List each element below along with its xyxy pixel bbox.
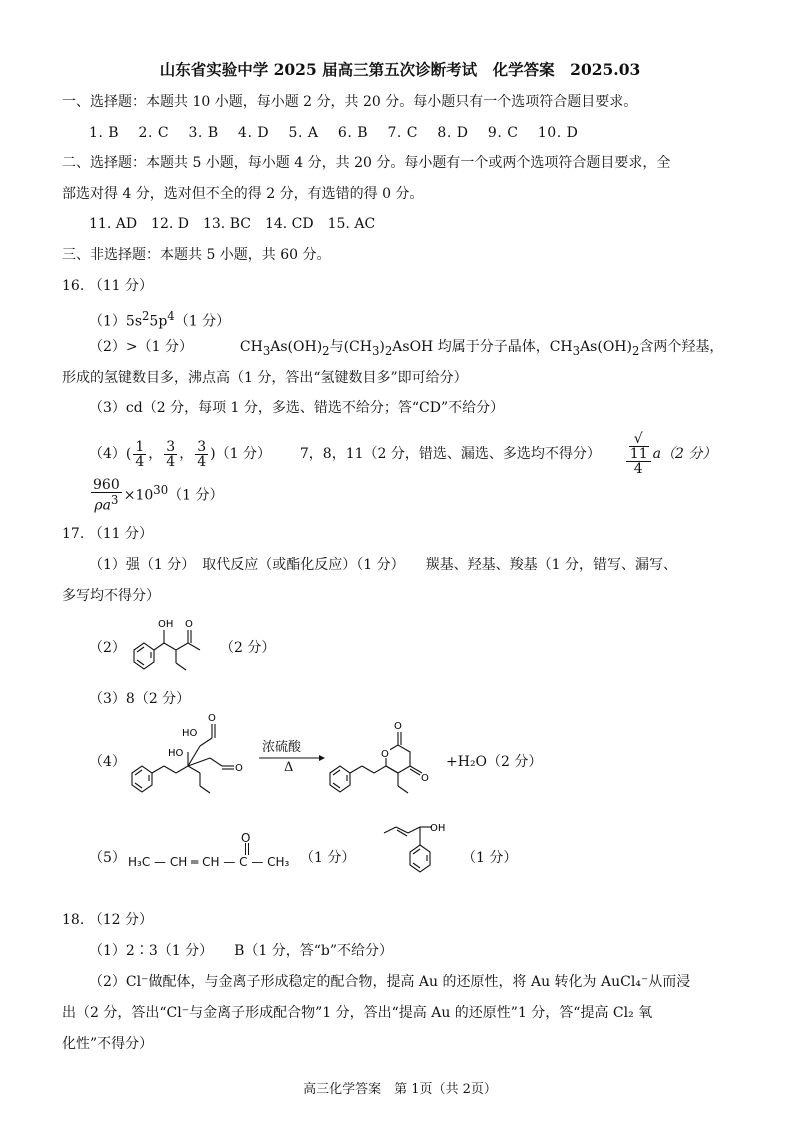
q16-part4-line1 (89, 432, 716, 476)
q16-p2-h: 含两个羟基， (639, 339, 724, 355)
q18-head: 18. （12 分） (62, 912, 153, 928)
density-den-sup: 3 (110, 493, 119, 508)
q16-part2-line2: 形成的氢键数目多，沸点高（1 分，答出“氢键数目多”即可给分） (62, 370, 468, 386)
q16-p2-sub-c: 3 (371, 343, 380, 358)
q16-p2-sub-f: 2 (631, 343, 640, 358)
frac-1 (133, 440, 146, 469)
q17-part5-formula: H₃C — CH ═ CH — C — CH₃ (128, 855, 290, 869)
q16-p2-sub-d: 2 (384, 343, 393, 358)
hydroxyl-label: OH (158, 619, 174, 630)
sqrt-radicand: 11 (629, 446, 648, 462)
q17-part2-score: （2 分） (220, 640, 276, 656)
page-footer: 高三化学答案 第 1页（共 2页） (303, 1082, 497, 1097)
q16-p2-sub-e: 3 (572, 343, 581, 358)
product-ketone-o-label: O (421, 773, 429, 784)
section2-answers: 11. AD 12. D 13. BC 14. CD 15. AC (89, 216, 376, 232)
frac-1-num: 1 (135, 438, 145, 455)
density-frac (91, 478, 122, 513)
q17-part1-line1: （1）强（1 分） 取代反应（或酯化反应）（1 分） 羰基、羟基、羧基（1 分，错写、漏写、 (89, 557, 677, 573)
frac-3 (195, 440, 208, 469)
section2-header-line1: 二、选择题：本题共 5 小题，每小题 4 分，共 20 分。每小题有一个或两个选项符合题目要求，全 (62, 155, 671, 171)
q17-part4-label: （4） (89, 754, 126, 770)
q16-p1-sup2: 4 (167, 309, 175, 323)
q16-p2-d: 与(CH (329, 339, 372, 355)
q16-p4-pre: （4）( (89, 446, 132, 462)
q17-part1-line2: 多写均不得分） (62, 588, 160, 604)
section1-answers: 1. B 2. C 3. B 4. D 5. A 6. B 7. C 8. D 9. C 10. D (89, 125, 579, 141)
q16-p2-a: （2）>（1 分） (89, 339, 193, 355)
q16-p4-close: )（1 分） (210, 446, 271, 462)
q16-p2-e: ) (379, 339, 385, 355)
q17-part4-tail: +H₂O（2 分） (446, 754, 543, 770)
q16-part1 (89, 306, 230, 332)
frac-2 (164, 440, 177, 469)
section1-header: 一、选择题：本题共 10 小题，每小题 2 分，共 20 分。每小题只有一个选项符合题目要求。 (62, 94, 638, 110)
p4-comma-2: ， (179, 446, 194, 462)
density-den: ρa (94, 497, 111, 514)
page-title: 山东省实验中学 2025 届高三第五次诊断考试 化学答案 2025.03 (159, 60, 641, 79)
sqrt-frac: √ 11 4 (626, 432, 651, 476)
product-ring-o-label: O (381, 749, 389, 760)
reaction-condition: Δ (284, 760, 294, 775)
q16-p1-mid: 5p (149, 313, 168, 330)
q18-part2-line3: 化性”不得分） (62, 1036, 154, 1052)
reactant-acid-o-label: O (208, 713, 216, 724)
density-exp: 30 (153, 483, 169, 497)
q16-part4-line2 (89, 472, 223, 514)
sqrt-den: 4 (633, 461, 643, 477)
q16-p2-sub-a: 3 (262, 343, 271, 358)
q17-part5-score2: （1 分） (462, 850, 518, 866)
reaction-reagent: 浓硫酸 (262, 740, 302, 755)
density-score: （1 分） (168, 487, 224, 504)
q18-part2-line2: 出（2 分，答出“Cl⁻与金离子形成配合物”1 分，答出“提高 Au 的还原性”1 分，答“提高 Cl₂ 氧 (62, 1005, 653, 1021)
q16-p2-sub-b: 2 (322, 343, 330, 358)
density-num: 960 (93, 477, 120, 494)
q16-part2-line1 (89, 337, 723, 361)
q16-p1-post: （1 分） (174, 313, 231, 330)
q17-part5-carbonyl-o: O (241, 831, 251, 845)
alcohol-oh-label: OH (430, 823, 446, 834)
q17-part5-double-bond (244, 842, 250, 856)
p4-comma-1: ， (148, 446, 163, 462)
q18-part2-line1: （2）Cl⁻做配体，与金离子形成稳定的配合物，提高 Au 的还原性，将 Au 转化为 AuCl₄⁻从而浸 (89, 974, 691, 990)
q17-part5-score1: （1 分） (300, 850, 356, 866)
carbonyl-o-label: O (185, 619, 193, 630)
frac-3-den: 4 (197, 453, 207, 470)
section3-header: 三、非选择题：本题共 5 小题，共 60 分。 (62, 247, 331, 263)
q17-part3: （3）8（2 分） (89, 691, 191, 707)
frac-1-den: 4 (135, 453, 145, 470)
q16-p1-pre: （1）5s (89, 313, 142, 330)
product-lactone-o-label: O (394, 721, 402, 732)
q18-part1: （1）2∶3（1 分） B（1 分，答“b”不给分） (89, 943, 393, 959)
q16-p2-b: CH (239, 339, 263, 355)
reactant-ketone-o-label: O (235, 763, 243, 774)
q17-part5-label: （5） (89, 850, 126, 866)
q17-part2-structure (126, 610, 226, 690)
q16-p2-g: As(OH) (580, 339, 632, 355)
q16-p4-mid: 7，8，11（2 分，错选、漏选、多选均不得分） (299, 446, 601, 462)
q16-part3: （3）cd（2 分，每项 1 分，多选、错选不给分；答“CD”不给分） (89, 400, 505, 416)
q17-head: 17. （11 分） (62, 526, 153, 542)
q17-part5-alcohol-structure (378, 815, 468, 895)
q16-p4-a: a（2 分） (652, 446, 717, 462)
frac-2-den: 4 (166, 453, 176, 470)
density-times: ×10 (123, 487, 154, 504)
frac-3-num: 3 (197, 438, 207, 455)
q16-p2-f: AsOH 均属于分子晶体，CH (392, 339, 573, 355)
q17-product-structure (322, 708, 452, 803)
frac-2-num: 3 (166, 438, 176, 455)
reactant-ho-label: HO (168, 748, 184, 759)
q17-reactant-structure (124, 708, 254, 803)
q16-p2-c: As(OH) (270, 339, 323, 355)
section2-header-line2: 部选对得 4 分，选对但不全的得 2 分，有选错的得 0 分。 (62, 186, 424, 202)
q16-p1-sup1: 2 (142, 309, 150, 323)
q16-head: 16. （11 分） (62, 278, 153, 294)
q17-part2-label: （2） (89, 640, 126, 656)
reactant-acid-ho-label: HO (182, 728, 198, 739)
